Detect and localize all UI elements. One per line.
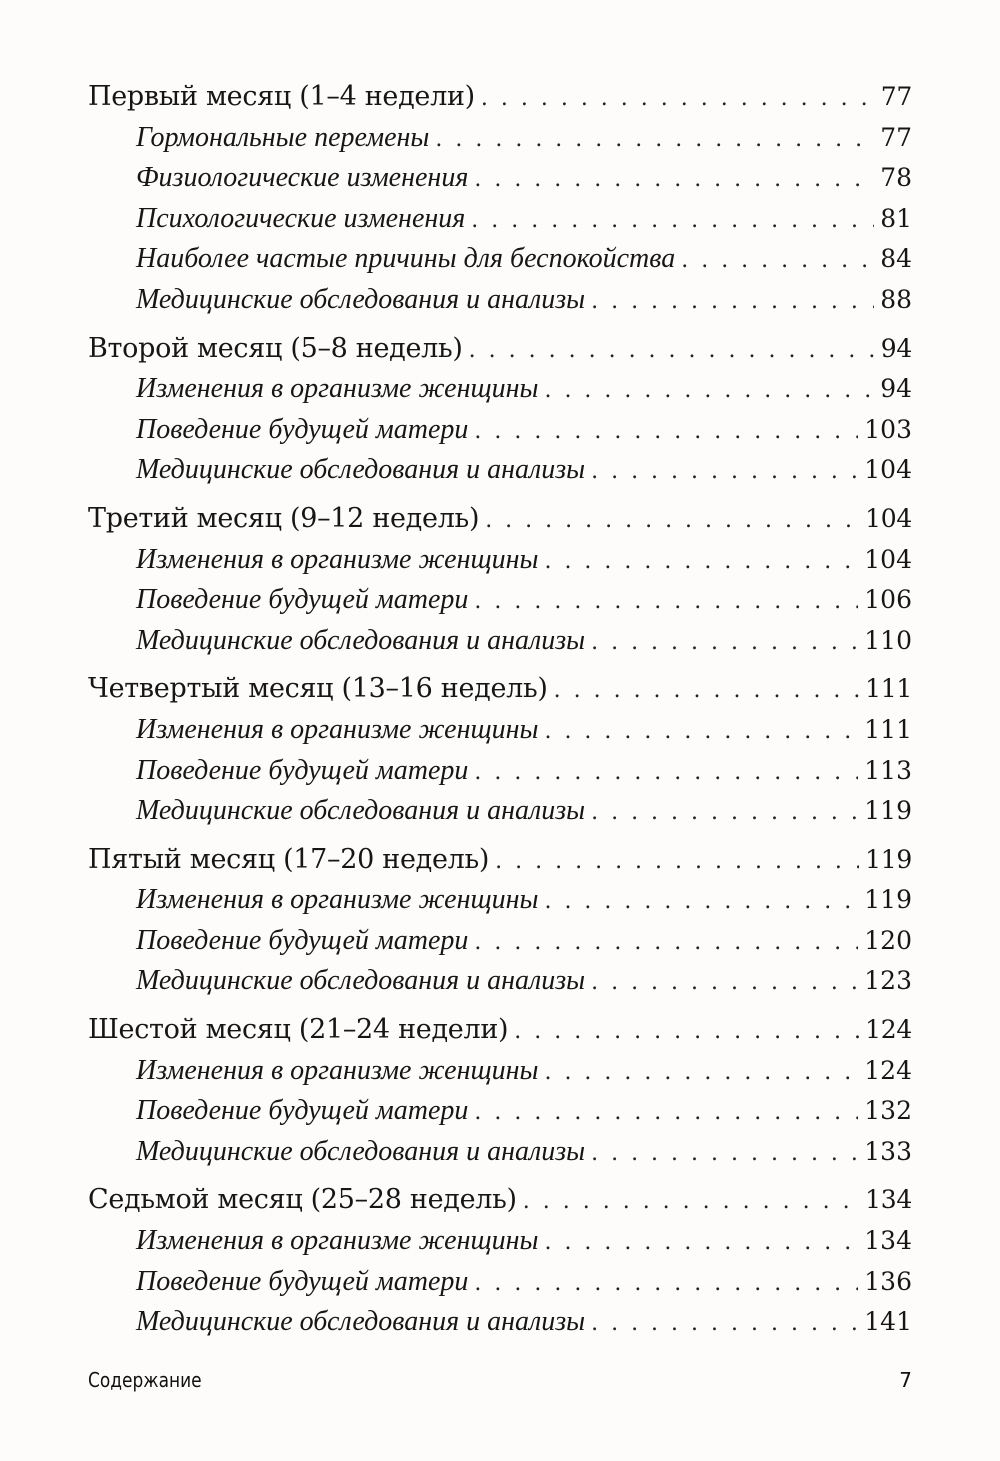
toc-entry-page: 141 [864,1307,912,1337]
toc-entry [88,199,912,240]
dot-leader [474,1264,858,1305]
dot-leader [544,371,874,412]
toc-section [88,499,912,661]
toc-entry-page: 78 [880,163,912,193]
toc-chapter [88,499,912,540]
toc-entry-title: Поведение будущей матери [136,413,469,445]
toc-entry [88,1221,912,1262]
toc-entry [88,118,912,159]
toc-entry-title: Поведение будущей матери [136,584,469,616]
toc-entry-page: 106 [864,585,912,615]
dot-leader [591,452,858,493]
toc-entry-title: Поведение будущей матери [136,754,469,786]
toc-entry-page: 120 [864,925,912,955]
toc-chapter-title: Шестой месяц (21–24 недели) [88,1014,509,1046]
toc-chapter-page: 124 [865,1015,912,1045]
footer-section-label: Содержание [88,1368,202,1392]
toc-entry-title: Психологические изменения [136,202,466,234]
toc-chapter [88,669,912,710]
dot-leader [474,753,858,794]
toc-chapter [88,77,912,118]
dot-leader [481,79,875,120]
toc-entry [88,791,912,832]
dot-leader [591,1134,858,1175]
dot-leader [469,331,875,372]
dot-leader [474,582,858,623]
toc-chapter [88,329,912,370]
toc-entry-page: 77 [880,122,912,152]
dot-leader [474,160,874,201]
toc-entry [88,751,912,792]
toc-entry-title: Медицинские обследования и анализы [136,1135,586,1167]
toc-entry-page: 84 [880,244,912,274]
page-footer [88,1368,912,1392]
toc-entry-title: Изменения в организме женщины [136,713,539,745]
toc-entry-page: 113 [864,755,912,785]
toc-entry [88,1051,912,1092]
toc-entry [88,1132,912,1173]
dot-leader [471,201,874,242]
toc-entry-title: Изменения в организме женщины [136,884,539,916]
toc-entry [88,239,912,280]
toc-entry-title: Наиболее частые причины для беспокойства [136,243,676,275]
toc-entry-title: Медицинские обследования и анализы [136,283,586,315]
toc-section [88,77,912,321]
dot-leader [591,623,858,664]
toc-entry [88,1262,912,1303]
toc-entry-title: Медицинские обследования и анализы [136,795,586,827]
toc-entry-page: 136 [864,1266,912,1296]
toc-entry [88,410,912,451]
toc-entry-page: 124 [864,1055,912,1085]
toc-chapter-title: Седьмой месяц (25–28 недель) [88,1184,517,1216]
toc-chapter-page: 77 [880,82,912,111]
toc-entry [88,710,912,751]
dot-leader [591,793,858,834]
toc-entry-page: 104 [864,455,912,485]
toc-section [88,840,912,1002]
toc-entry-page: 104 [864,544,912,574]
toc-entry-page: 103 [864,414,912,444]
toc-entry [88,540,912,581]
toc-chapter-page: 111 [865,674,912,704]
dot-leader [591,1304,858,1345]
dot-leader [591,963,858,1004]
toc-entry [88,158,912,199]
toc-chapter-page: 119 [865,844,912,874]
dot-leader [514,1012,859,1053]
toc-entry [88,880,912,921]
toc-entry-title: Изменения в организме женщины [136,1225,539,1257]
dot-leader [474,412,858,453]
dot-leader [544,1223,858,1264]
dot-leader [554,671,860,712]
toc-entry [88,921,912,962]
toc-chapter-title: Четвертый месяц (13–16 недель) [88,673,548,705]
toc-entry-title: Изменения в организме женщины [136,1054,539,1086]
toc-entry [88,369,912,410]
toc-entry [88,280,912,321]
toc-entry-page: 133 [864,1136,912,1166]
toc-entry-page: 119 [864,885,912,915]
toc-section [88,1180,912,1342]
toc-entry-title: Медицинские обследования и анализы [136,624,586,656]
toc-entry-page: 111 [864,714,912,744]
dot-leader [435,120,874,161]
toc-entry-title: Медицинские обследования и анализы [136,1306,586,1338]
toc-chapter-title: Третий месяц (9–12 недель) [88,502,480,534]
dot-leader [591,282,874,323]
footer-page-number: 7 [899,1368,912,1392]
toc-entry-page: 94 [880,374,912,404]
toc-chapter-title: Второй месяц (5–8 недель) [88,332,463,364]
toc-chapter-title: Первый месяц (1–4 недели) [88,81,475,112]
toc-entry [88,1091,912,1132]
toc-entry-title: Гормональные перемены [136,121,430,153]
toc-entry-title: Изменения в организме женщины [136,373,539,405]
toc-chapter-page: 94 [880,333,912,363]
toc-entry-page: 123 [864,966,912,996]
dot-leader [495,842,859,883]
dot-leader [544,1053,858,1094]
toc-chapter [88,840,912,881]
toc-entry-title: Медицинские обследования и анализы [136,965,586,997]
toc-chapter-title: Пятый месяц (17–20 недель) [88,843,490,875]
dot-leader [544,882,858,923]
toc-entry [88,580,912,621]
toc-entry-page: 81 [880,203,912,233]
toc-chapter [88,1010,912,1051]
dot-leader [523,1182,859,1223]
dot-leader [544,712,858,753]
toc-entry [88,961,912,1002]
dot-leader [544,542,858,583]
toc-entry-title: Физиологические изменения [136,162,469,194]
toc-entry-title: Поведение будущей матери [136,1095,469,1127]
toc-entry-title: Поведение будущей матери [136,924,469,956]
toc-entry [88,450,912,491]
toc-entry-page: 88 [880,284,912,314]
toc-entry-page: 132 [864,1096,912,1126]
toc-entry-page: 119 [864,796,912,826]
toc-entry [88,621,912,662]
toc-entry-page: 134 [864,1226,912,1256]
toc-entry-title: Медицинские обследования и анализы [136,454,586,486]
dot-leader [681,241,874,282]
toc-section [88,1010,912,1172]
toc-entry-page: 110 [864,625,912,655]
toc-chapter [88,1180,912,1221]
toc-section [88,669,912,831]
toc-chapter-page: 134 [865,1185,912,1215]
toc-section [88,329,912,491]
table-of-contents [88,77,912,1351]
toc-entry [88,1302,912,1343]
toc-entry-title: Поведение будущей матери [136,1265,469,1297]
dot-leader [485,501,859,542]
toc-chapter-page: 104 [865,503,912,533]
toc-entry-title: Изменения в организме женщины [136,543,539,575]
dot-leader [474,1093,858,1134]
dot-leader [474,923,858,964]
